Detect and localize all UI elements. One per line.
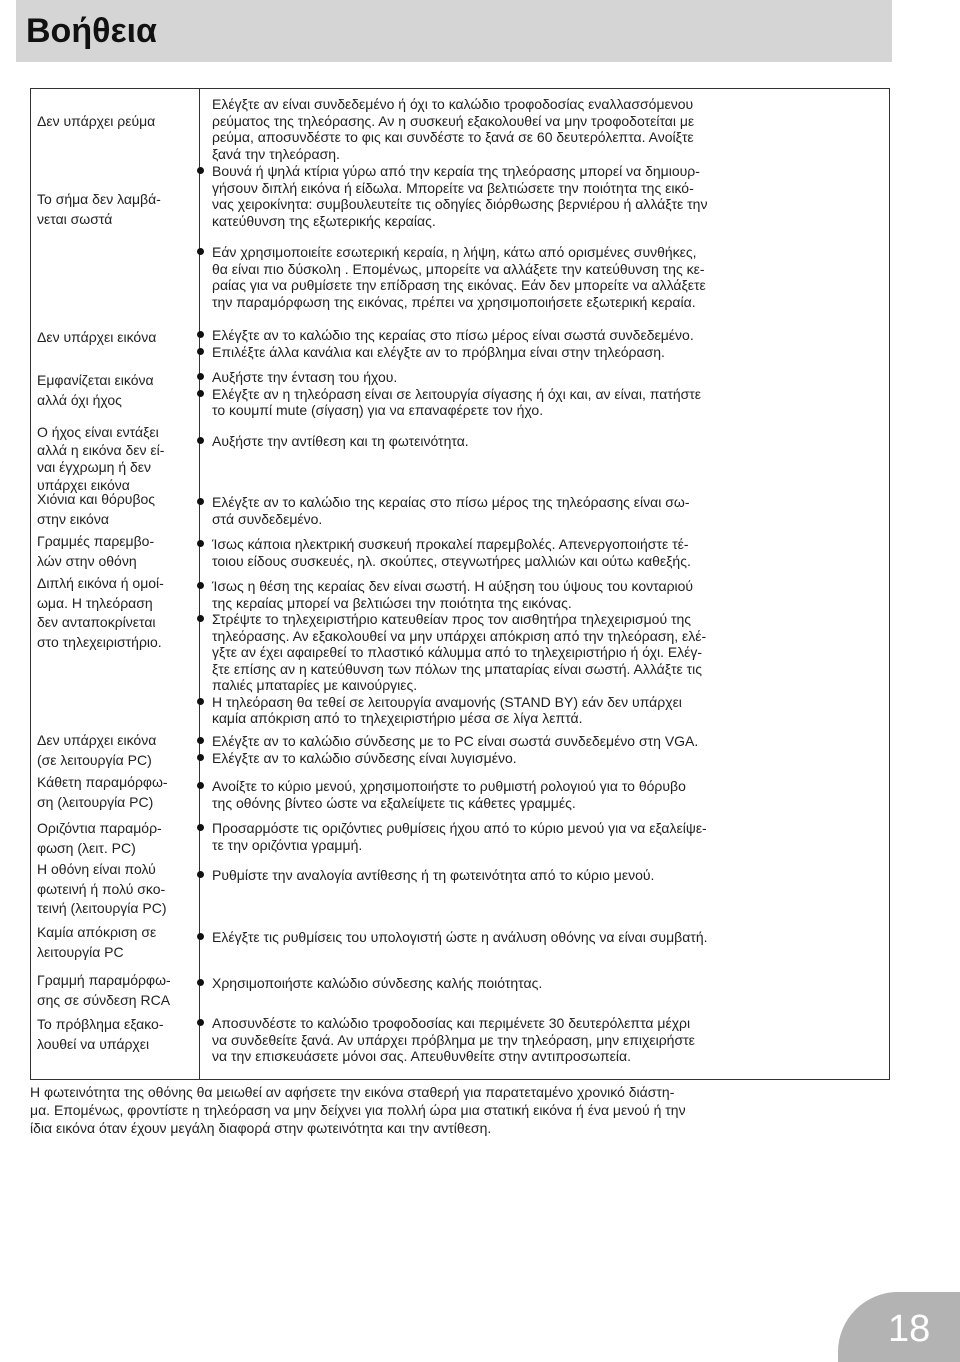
problem-no-picture-pc: Δεν υπάρχει εικόνα (σε λειτουργία PC) xyxy=(37,732,157,768)
solution-no-color xyxy=(202,433,817,450)
solution-item: Ίσως η θέση της κεραίας δεν είναι σωστή. Η αύξηση του ύψους του κονταριού της κεραίας μπορεί να βελτιώσει την ποιότητα της εικόνας. xyxy=(202,578,817,611)
solution-item: Ρυθμίστε την αναλογία αντίθεσης ή τη φωτεινότητα από το κύριο μενού. xyxy=(202,867,817,884)
problem-snow-noise: Χιόνια και θόρυβος στην εικόνα xyxy=(37,491,156,527)
solution-item: Ελέγξτε αν η τηλεόραση είναι σε λειτουργία σίγασης ή όχι και, αν είναι, πατήστε το κουμπί mute (σίγαση) για να επαναφέρετε τον ήχο. xyxy=(202,386,817,419)
solution-horizontal-distortion-pc xyxy=(202,820,817,853)
solution-item: Στρέψτε το τηλεχειριστήριο κατευθείαν προς τον αισθητήρα τηλεχειρισμού της τηλεόρασης. Αν εξακολουθεί να μην υπάρχει απόκριση από την τηλεόραση, ελέ- γξτε αν έχει αφαιρεθεί το πλαστικό κάλυμμα από το τηλεχειριστήριο ή όχι. Ελέγ- ξτε επίσης αν η κατεύθυνση των πόλων της μπαταρίας είναι σωστή. Αλλάξτε τις παλιές μπαταρίες με καινούργιες. xyxy=(202,611,817,694)
solution-item: Ίσως κάποια ηλεκτρική συσκευή προκαλεί παρεμβολές. Απενεργοποιήστε τέ- τοιου είδους συσκευές, ηλ. σκούπες, στεγνωτήρες μαλλιών και ούτω καθεξής. xyxy=(202,536,817,569)
solution-bad-signal-2 xyxy=(202,244,817,310)
solution-brightness-pc xyxy=(202,867,817,884)
problem-no-picture: Δεν υπάρχει εικόνα xyxy=(37,329,157,345)
solution-item: Ελέγξτε αν το καλώδιο σύνδεσης με το PC είναι σωστά συνδεδεμένο στη VGA. xyxy=(202,733,817,750)
problem-double-image-remote: Διπλή εικόνα ή ομοί- ωμα. Η τηλεόραση δεν ανταποκρίνεται στο τηλεχειριστήριο. xyxy=(37,575,164,650)
solution-item: Εάν χρησιμοποιείτε εσωτερική κεραία, η λήψη, κάτω από ορισμένες συνθήκες, θα είναι πιο δύσκολη . Επομένως, μπορείτε να αλλάξετε την κατεύθυνση της κε- ραίας για να ρυθμίσετε την επίδραση της εικόνας. Εάν δεν μπορείτε να αλλάξετε την παραμόρφωση της εικόνας, πρέπει να χρησιμοποιήσετε εξωτερική κεραία. xyxy=(202,244,817,310)
solution-item: Αυξήστε την αντίθεση και τη φωτεινότητα. xyxy=(202,433,817,450)
page-title: Βοήθεια xyxy=(26,12,157,50)
solution-vertical-distortion-pc xyxy=(202,778,817,811)
solution-item: Ελέγξτε τις ρυθμίσεις του υπολογιστή ώστε η ανάλυση οθόνης να είναι συμβατή. xyxy=(202,929,817,946)
problem-persists: Το πρόβλημα εξακο- λουθεί να υπάρχει xyxy=(37,1016,164,1052)
problem-rca-distortion: Γραμμή παραμόρφω- σης σε σύνδεση RCA xyxy=(37,972,171,1008)
problem-no-sound: Εμφανίζεται εικόνα αλλά όχι ήχος xyxy=(37,372,154,408)
solution-no-power xyxy=(202,96,817,162)
page-number: 18 xyxy=(888,1308,931,1350)
problem-interference-lines: Γραμμές παρεμβο- λών στην οθόνη xyxy=(37,533,155,569)
solution-item: Ελέγξτε αν είναι συνδεδεμένο ή όχι το καλώδιο τροφοδοσίας εναλλασσόμενου ρεύματος της τηλεόρασης. Αν η συσκευή εξακολουθεί να μην τροφοδοτείται με ρεύμα, αποσυνδέστε το φις και συνδέστε το ξανά σε 60 δευτερόλεπτα. Ανοίξτε ξανά την τηλεόραση. xyxy=(212,96,695,162)
problem-no-power: Δεν υπάρχει ρεύμα xyxy=(37,113,156,129)
solution-item: Χρησιμοποιήστε καλώδιο σύνδεσης καλής ποιότητας. xyxy=(202,975,817,992)
solution-rca-distortion xyxy=(202,975,817,992)
problem-no-response-pc: Καμία απόκριση σε λειτουργία PC xyxy=(37,924,157,960)
problem-horizontal-distortion-pc: Οριζόντια παραμόρ- φωση (λειτ. PC) xyxy=(37,820,162,856)
solution-snow-noise xyxy=(202,494,817,527)
solution-no-response-pc xyxy=(202,929,817,946)
solution-no-picture xyxy=(202,327,817,360)
solution-item: Ελέγξτε αν το καλώδιο της κεραίας στο πίσω μέρος είναι σωστά συνδεδεμένο. xyxy=(202,327,817,344)
solution-persists xyxy=(202,1015,817,1065)
solution-double-image-remote xyxy=(202,578,817,727)
solution-item: Η τηλεόραση θα τεθεί σε λειτουργία αναμονής (STAND BY) εάν δεν υπάρχει καμία απόκριση από το τηλεχειριστήριο μέσα σε λίγα λεπτά. xyxy=(202,694,817,727)
solution-bad-signal-1 xyxy=(202,163,817,229)
solution-item: Ελέγξτε αν το καλώδιο σύνδεσης είναι λυγισμένο. xyxy=(202,750,817,767)
solution-interference-lines xyxy=(202,536,817,569)
solution-item: Βουνά ή ψηλά κτίρια γύρω από την κεραία της τηλεόρασης μπορεί να δημιουρ- γήσουν διπλή εικόνα ή είδωλα. Μπορείτε να βελτιώσετε την ποιότητα της εικό- νας χειροκίνητα: συμβουλευτείτε τις οδηγίες διόρθωσης βερνιέρου ή αλλάξτε την κατεύθυνση της εξωτερικής κεραίας. xyxy=(202,163,817,229)
solution-no-sound xyxy=(202,369,817,419)
solution-item: Ελέγξτε αν το καλώδιο της κεραίας στο πίσω μέρος της τηλεόρασης είναι σω- στά συνδεδεμένο. xyxy=(202,494,817,527)
solution-no-picture-pc xyxy=(202,733,817,766)
problem-brightness-pc: Η οθόνη είναι πολύ φωτεινή ή πολύ σκο- τεινή (λειτουργία PC) xyxy=(37,861,167,916)
footnote: Η φωτεινότητα της οθόνης θα μειωθεί αν αφήσετε την εικόνα σταθερή για παρατεταμένο χρονικό διάστη- μα. Επομένως, φροντίστε η τηλεόραση να μην δείχνει για πολλή ώρα μια στατική εικόνα ή ένα μενού ή την ίδια εικόνα όταν έχουν μεγάλη διαφορά στην φωτεινότητα και την αντίθεση. xyxy=(30,1084,686,1136)
solution-item: Προσαρμόστε τις οριζόντιες ρυθμίσεις ήχου από το κύριο μενού για να εξαλείψε- τε την οριζόντια γραμμή. xyxy=(202,820,817,853)
problem-vertical-distortion-pc: Κάθετη παραμόρφω- ση (λειτουργία PC) xyxy=(37,774,168,810)
solution-item: Επιλέξτε άλλα κανάλια και ελέγξτε αν το πρόβλημα είναι στην τηλεόραση. xyxy=(202,344,817,361)
solution-item: Αυξήστε την ένταση του ήχου. xyxy=(202,369,817,386)
solution-item: Ανοίξτε το κύριο μενού, χρησιμοποιήστε το ρυθμιστή ρολογιού για το θόρυβο της οθόνης βίντεο ώστε να εξαλείψετε τις κάθετες γραμμές. xyxy=(202,778,817,811)
problem-bad-signal: Το σήμα δεν λαμβά- νεται σωστά xyxy=(37,191,161,227)
problem-no-color: Ο ήχος είναι εντάξει αλλά η εικόνα δεν εί- ναι έγχρωμη ή δεν υπάρχει εικόνα xyxy=(37,424,165,493)
solution-item: Αποσυνδέστε το καλώδιο τροφοδοσίας και περιμένετε 30 δευτερόλεπτα μέχρι να συνδεθείτε ξανά. Αν υπάρχει πρόβλημα με την τηλεόραση, μην επιχειρήστε να την επισκευάσετε μόνοι σας. Απευθυνθείτε στην αντιπροσωπεία. xyxy=(202,1015,817,1065)
header-bar xyxy=(16,0,892,62)
